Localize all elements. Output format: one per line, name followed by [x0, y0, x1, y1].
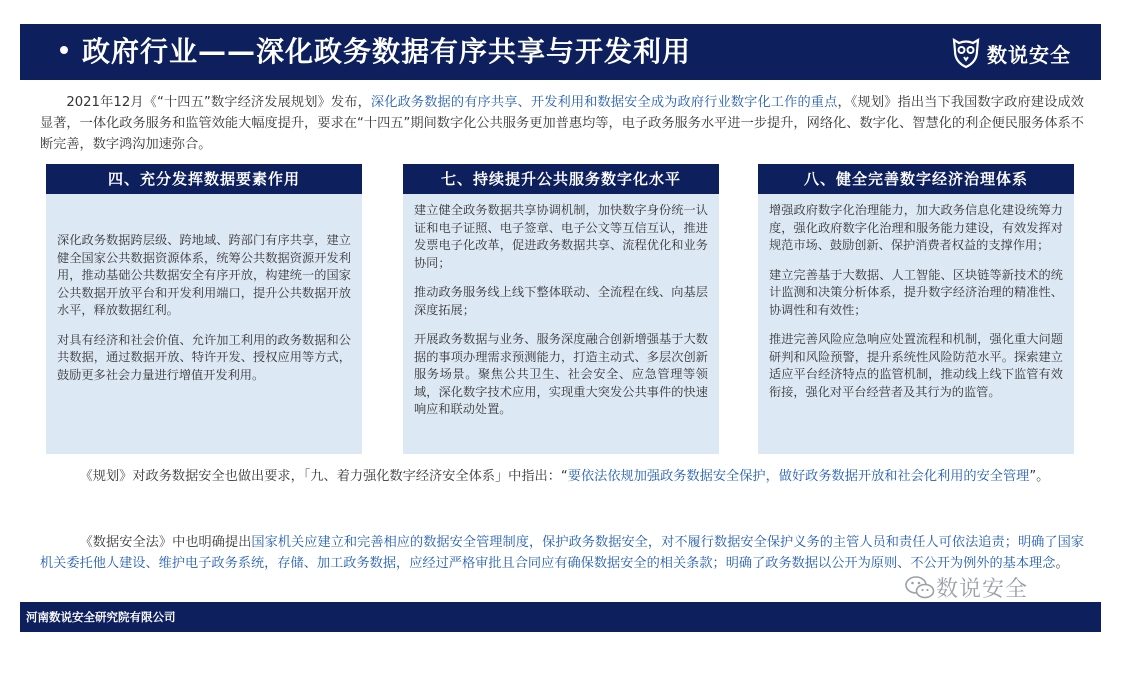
plan-highlight: 要依法依规加强政务数据安全保护，做好政务数据开放和社会化利用的安全管理 [567, 469, 1030, 484]
section-title-8: 八、健全完善数字经济治理体系 [758, 164, 1074, 194]
section-7-paragraph: 推动政务服务线上线下整体联动、全流程在线、向基层深度拓展； [414, 285, 708, 317]
plan-text-2: ”。 [1029, 469, 1050, 484]
law-text-2: 。 [1055, 556, 1069, 571]
intro-text-1: 2021年12月《“十四五”数字经济发展规划》发布， [66, 95, 371, 110]
footer-bar [20, 602, 1101, 632]
page-title [60, 32, 691, 72]
plan-text-1: 《规划》对政务数据安全也做出要求，「九、着力强化数字经济安全体系」中指出：“ [79, 469, 568, 484]
law-highlight: 国家机关应建立和完善相应的数据安全管理制度，保护政务数据安全，对不履行数据安全保护义务的主管人员和责任人可依法追责；明确了国家机关委托他人建设、维护电子政务系统，存储、加工政务数据，应经过严格审批且合同应有确保数据安全的相关条款；明确了政务数据以公开为原则、不公开为例外的基本理念 [40, 535, 1084, 571]
intro-text-2: ，《规划》指出当下我国数字政府建设成效显著，一体化政务服务和监管效能大幅度提升，要求在“十四五”期间数字化公共服务更加普惠均等，电子政务服务水平进一步提升，网络化、数字化、智慧化的利企便民服务体系不断完善，数字鸿沟加速弥合。 [40, 95, 1084, 152]
brand-logo [951, 36, 1071, 70]
watermark [904, 572, 1028, 603]
law-text-1: 《数据安全法》中也明确提出 [79, 535, 252, 550]
data-security-law-paragraph [40, 532, 1084, 574]
watermark-text: 数说安全 [936, 577, 1029, 602]
section-7-paragraph: 建立健全政务数据共享协调机制，加快数字身份统一认证和电子证照、电子签章、电子公文等互信互认，推进发票电子化改革，促进政务数据共享、流程优化和业务协同； [414, 203, 708, 270]
slide [20, 24, 1101, 632]
bullet-icon [60, 46, 68, 54]
owl-shield-icon [951, 37, 981, 69]
wechat-icon [904, 574, 936, 602]
header-bar [20, 24, 1101, 80]
page-title-text: 政府行业——深化政务数据有序共享与开发利用 [82, 35, 692, 68]
section-box-7 [403, 164, 719, 454]
section-8-paragraph: 增强政府数字化治理能力，加大政务信息化建设统筹力度，强化政府数字化治理和服务能力建设，有效发挥对规范市场、鼓励创新、保护消费者权益的支撑作用； [769, 203, 1063, 252]
intro-highlight: 深化政务数据的有序共享、开发利用和数据安全成为政府行业数字化工作的重点 [370, 95, 838, 110]
section-title-4: 四、充分发挥数据要素作用 [46, 164, 362, 194]
section-box-4 [46, 164, 362, 454]
section-8-paragraph: 推进完善风险应急响应处置流程和机制，强化重大问题研判和风险预警，提升系统性风险防范水平。探索建立适应平台经济特点的监管机制，推动线上线下监管有效衔接，强化对平台经营者及其行为的监管。 [769, 332, 1063, 399]
section-4-paragraph: 深化政务数据跨层级、跨地域、跨部门有序共享，建立健全国家公共数据资源体系，统筹公共数据资源开发利用，推动基础公共数据安全有序开放，构建统一的国家公共数据开放平台和开发利用端口，提升公共数据开放水平，释放数据红利。 [57, 233, 351, 317]
section-7-paragraph: 开展政务数据与业务、服务深度融合创新增强基于大数据的事项办理需求预测能力，打造主动式、多层次创新服务场景。聚焦公共卫生、社会安全、应急管理等领域，深化数字技术应用，实现重大突发公共事件的快速响应和联动处置。 [414, 332, 708, 416]
section-title-7: 七、持续提升公共服务数字化水平 [403, 164, 719, 194]
section-8-paragraph: 建立完善基于大数据、人工智能、区块链等新技术的统计监测和决策分析体系，提升数字经济治理的精准性、协调性和有效性； [769, 267, 1063, 317]
brand-name: 数说安全 [987, 42, 1071, 67]
section-4-paragraph: 对具有经济和社会价值、允许加工利用的政务数据和公共数据，通过数据开放、特许开发、授权应用等方式，鼓励更多社会力量进行增值开发利用。 [57, 332, 351, 382]
footer-org-name: 河南数说安全研究院有限公司 [26, 610, 176, 624]
plan-security-paragraph [40, 466, 1084, 487]
section-box-8 [758, 164, 1074, 454]
intro-paragraph [40, 92, 1084, 155]
